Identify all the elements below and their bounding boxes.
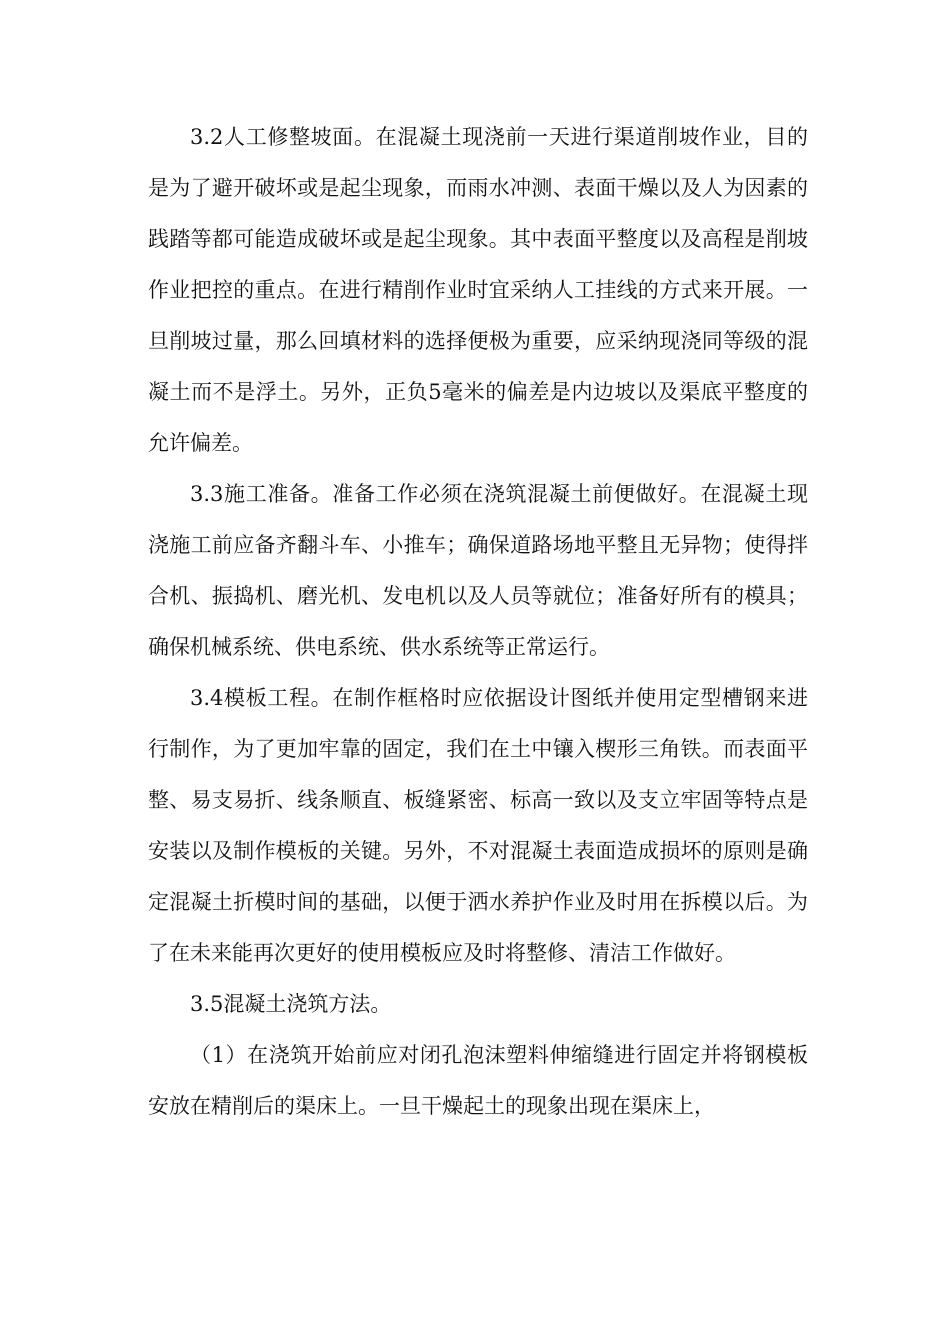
- paragraph-3-5-heading: 3.5混凝土浇筑方法。: [190, 992, 392, 1016]
- paragraph-3-3: 3.3施工准备。准备工作必须在浇筑混凝土前便做好。在混凝土现浇施工前应备齐翻斗车、小推车；确保道路场地平整且无异物；使得拌合机、振捣机、磨光机、发电机以及人员等就位；准备好所有的模具；确保机械系统、供电系统、供水系统等正常运行。: [148, 482, 808, 659]
- paragraph-3-5-item-1: （1）在浇筑开始前应对闭孔泡沫塑料伸缩缝进行固定并将钢模板安放在精削后的渠床上。一旦干燥起土的现象出现在渠床上，: [148, 1043, 808, 1118]
- paragraph-3-4: 3.4模板工程。在制作框格时应依据设计图纸并使用定型槽钢来进行制作，为了更加牢靠的固定，我们在土中镶入楔形三角铁。而表面平整、易支易折、线条顺直、板缝紧密、标高一致以及支立牢固等特点是安装以及制作模板的关键。另外，不对混凝土表面造成损坏的原则是确定混凝土折模时间的基础，以便于洒水养护作业及时用在拆模以后。为了在未来能再次更好的使用模板应及时将整修、清洁工作做好。: [148, 686, 808, 965]
- document-body: [148, 112, 808, 1132]
- paragraph-3-2: 3.2人工修整坡面。在混凝土现浇前一天进行渠道削坡作业，目的是为了避开破坏或是起尘现象，而雨水冲测、表面干燥以及人为因素的践踏等都可能造成破坏或是起尘现象。其中表面平整度以及高程是削坡作业把控的重点。在进行精削作业时宜采纳人工挂线的方式来开展。一旦削坡过量，那么回填材料的选择便极为重要，应采纳现浇同等级的混凝土而不是浮土。另外，正负5毫米的偏差是内边坡以及渠底平整度的允许偏差。: [148, 125, 808, 455]
